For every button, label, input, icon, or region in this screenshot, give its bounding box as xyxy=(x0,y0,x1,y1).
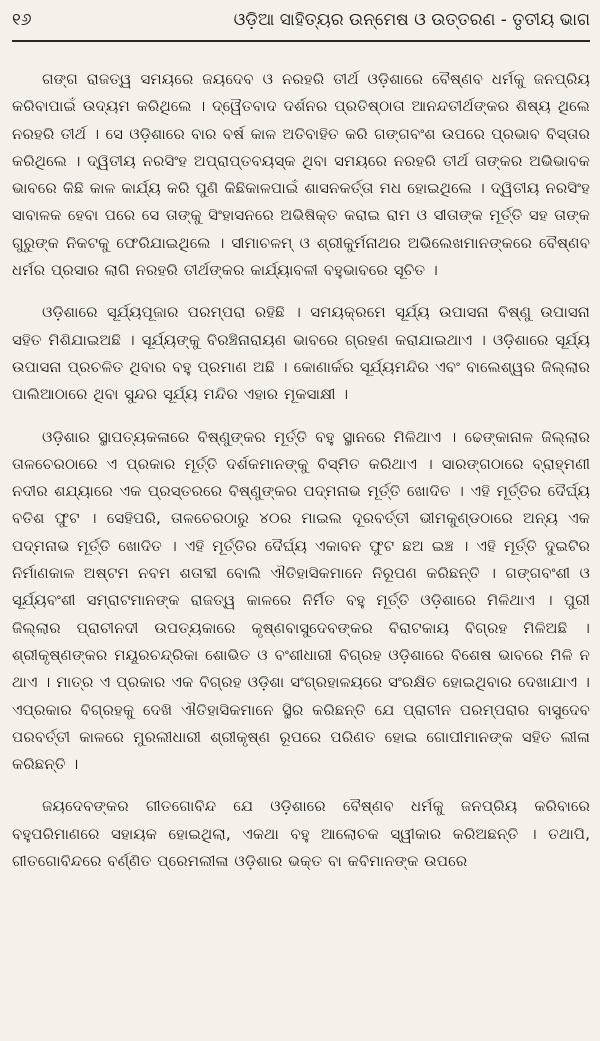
paragraph-ganga-era: ଗଙ୍ଗ ରାଜତ୍ୱ ସମୟରେ ଜୟଦେବ ଓ ନରହରି ତୀର୍ଥ ଓଡ଼ିଶାରେ ବୈଷ୍ଣବ ଧର୍ମକୁ ଜନପ୍ରିୟ କରିବାପାଇଁ ଉଦ୍ୟମ କରିଥିଲେ । ଦ୍ୱୈତବାଦ ଦର୍ଶନର ପ୍ରତିଷ୍ଠାତା ଆନନ୍ଦତୀର୍ଥଙ୍କର ଶିଷ୍ୟ ଥିଲେ ନରହରି ତୀର୍ଥ । ସେ ଓଡ଼ିଶାରେ ବାର ବର୍ଷ କାଳ ଅତିବାହିତ କରି ଗଙ୍ଗବଂଶ ଉପରେ ପ୍ରଭାବ ବିସ୍ତାର କରିଥିଲେ । ଦ୍ୱିତୀୟ ନରସିଂହ ଅପ୍ରାପ୍ତବୟସ୍କ ଥିବା ସମୟରେ ନରହରି ତୀର୍ଥ ତାଙ୍କର ଅଭିଭାବକ ଭାବରେ କିଛି କାଳ କାର୍ଯ୍ୟ କରି ପୁଣି କିଛିକାଳପାଇଁ ଶାସନକର୍ତ୍ତା ମଧ ହୋଇଥିଲେ । ଦ୍ୱିତୀୟ ନରସିଂହ ସାବାଳକ ହେବା ପରେ ସେ ତାଙ୍କୁ ସିଂହାସନରେ ଅଭିଷିକ୍ତ କରାଇ ରାମ ଓ ସୀତାଙ୍କ ମୂର୍ତ୍ତି ସହ ତାଙ୍କ ଗୁରୁଙ୍କ ନିକଟକୁ ଫେରିଯାଇଥିଲେ । ସୀମାଚଳମ୍ ଓ ଶ୍ରୀକୁର୍ମନାଥର ଅଭିଲେଖମାନଙ୍କରେ ବୈଷ୍ଣବ ଧର୍ମର ପ୍ରସାର ଲାଗି ନରହରି ତୀର୍ଥଙ୍କର କାର୍ଯ୍ୟାବଳୀ ବହୁଭାବରେ ସୂଚିତ । xyxy=(12,70,590,280)
paragraph-vishnu-sculpture: ଓଡ଼ିଶାର ସ୍ଥାପତ୍ୟକଳାରେ ବିଷ୍ଣୁଙ୍କର ମୂର୍ତ୍ତି ବହୁ ସ୍ଥାନରେ ମିଳିଥାଏ । ଢେଙ୍କାନାଳ ଜିଲ୍ଲାର ତାଳଚେରଠାରେ ଏ ପ୍ରକାର ମୂର୍ତ୍ତି ଦର୍ଶକମାନଙ୍କୁ ବିସ୍ମିତ କରିଥାଏ । ସାରଙ୍ଗଠାରେ ବ୍ରାହ୍ମଣୀ ନଦୀର ଶଯ୍ୟାରେ ଏକ ପ୍ରସ୍ତରରେ ବିଷ୍ଣୁଙ୍କର ପଦ୍ମନାଭ ମୂର୍ତ୍ତି ଖୋଦିତ । ଏହି ମୂର୍ତ୍ତିର ଦୈର୍ଘ୍ୟ ବତିଶ ଫୁଟ । ସେହିପରି, ତାଳଚେରଠାରୁ ୪୦ର ମାଇଲ ଦୂରବର୍ତ୍ତୀ ଭୀମକୁଣ୍ଡଠାରେ ଅନ୍ୟ ଏକ ପଦ୍ମନାଭ ମୂର୍ତ୍ତି ଖୋଦିତ । ଏହି ମୂର୍ତ୍ତିର ଦୈର୍ଘ୍ୟ ଏକାବନ ଫୁଟ ଛଅ ଇଞ୍ଚ । ଏହି ମୂର୍ତ୍ତି ଦୁଇଟିର ନିର୍ମାଣକାଳ ଅଷ୍ଟମ ନବମ ଶତାବ୍ଦୀ ବୋଲି ଐତିହାସିକମାନେ ନିରୂପଣ କରିଛନ୍ତି । ଗଙ୍ଗବଂଶୀ ଓ ସୂର୍ଯ୍ୟବଂଶୀ ସମ୍ରାଟମାନଙ୍କ ରାଜତ୍ୱ କାଳରେ ନିର୍ମିତ ବହୁ ମୂର୍ତ୍ତି ଓଡ଼ିଶାରେ ମିଳିଥାଏ । ପୁରୀ ଜିଲ୍ଲାର ପ୍ରାଚୀନଦୀ ଉପତ୍ୟକାରେ କୃଷ୍ଣବାସୁଦେବଙ୍କର ବିରାଟକାୟ ବିଗ୍ରହ ମିଳିଅଛି । ଶ୍ରୀକୃଷ୍ଣଙ୍କର ମୟୂରଚନ୍ଦ୍ରିକା ଶୋଭିତ ଓ ବଂଶୀଧାରୀ ବିଗ୍ରହ ଓଡ଼ିଶାରେ ବିଶେଷ ଭାବରେ ମିଳି ନ ଥାଏ । ମାତ୍ର ଏ ପ୍ରକାର ଏକ ବିଗ୍ରହ ଓଡ଼ିଶା ସଂଗ୍ରହାଳୟରେ ସଂରକ୍ଷିତ ହୋଇଥିବାର ଦେଖାଯାଏ । ଏପ୍ରକାର ବିଗ୍ରହକୁ ଦେଖି ଐତିହାସିକମାନେ ସ୍ଥିର କରିଛନ୍ତି ଯେ ପ୍ରାଚୀନ ପରମ୍ପରାର ବାସୁଦେବ ପରବର୍ତ୍ତୀ କାଳରେ ମୁରଲୀଧାରୀ ଶ୍ରୀକୃଷ୍ଣ ରୂପରେ ପରିଣତ ହୋଇ ଗୋପୀମାନଙ୍କ ସହିତ ଲୀଳା କରିଛନ୍ତି । xyxy=(12,427,590,774)
running-title: ଓଡ଼ିଆ ସାହିତ୍ୟର ଉନ୍ମେଷ ଓ ଉତ୍ତରଣ - ତୃତୀୟ ଭାଗ xyxy=(233,10,590,30)
running-header xyxy=(12,0,590,42)
body-text xyxy=(12,42,590,875)
page-number: ୧୬ xyxy=(12,10,32,30)
paragraph-sun-worship: ଓଡ଼ିଶାରେ ସୂର୍ଯ୍ୟପୂଜାର ପରମ୍ପରା ରହିଛି । ସମୟକ୍ରମେ ସୂର୍ଯ୍ୟ ଉପାସନା ବିଷ୍ଣୁ ଉପାସନା ସହିତ ମିଶିଯାଇଅଛି । ସୂର୍ଯ୍ୟଙ୍କୁ ବିରଞ୍ଚିନାରାୟଣ ଭାବରେ ଗ୍ରହଣ କରାଯାଇଥାଏ । ଓଡ଼ିଶାରେ ସୂର୍ଯ୍ୟ ଉପାସନା ପ୍ରଚଳିତ ଥିବାର ବହୁ ପ୍ରମାଣ ଅଛି । କୋଣାର୍କର ସୂର୍ଯ୍ୟମନ୍ଦିର ଏବଂ ବାଲେଶ୍ୱର ଜିଲ୍ଲାର ପାଲିଆଠାରେ ଥିବା ସୁନ୍ଦର ସୂର୍ଯ୍ୟ ମନ୍ଦିର ଏହାର ମୂକସାକ୍ଷୀ । xyxy=(12,303,590,404)
paragraph-gitagovinda: ଜୟଦେବଙ୍କର ଗୀତଗୋବିନ୍ଦ ଯେ ଓଡ଼ିଶାରେ ବୈଷ୍ଣବ ଧର୍ମକୁ ଜନପ୍ରିୟ କରିବାରେ ବହୁପରିମାଣରେ ସହାୟକ ହୋଇଥିଲା, ଏକଥା ବହୁ ଆଲୋଚକ ସ୍ୱୀକାର କରିଅଛନ୍ତି । ତଥାପି, ଗୀତଗୋବିନ୍ଦରେ ବର୍ଣ୍ଣିତ ପ୍ରେମଲୀଳା ଓଡ଼ିଶାର ଭକ୍ତ ବା କବିମାନଙ୍କ ଉପରେ xyxy=(12,797,590,871)
